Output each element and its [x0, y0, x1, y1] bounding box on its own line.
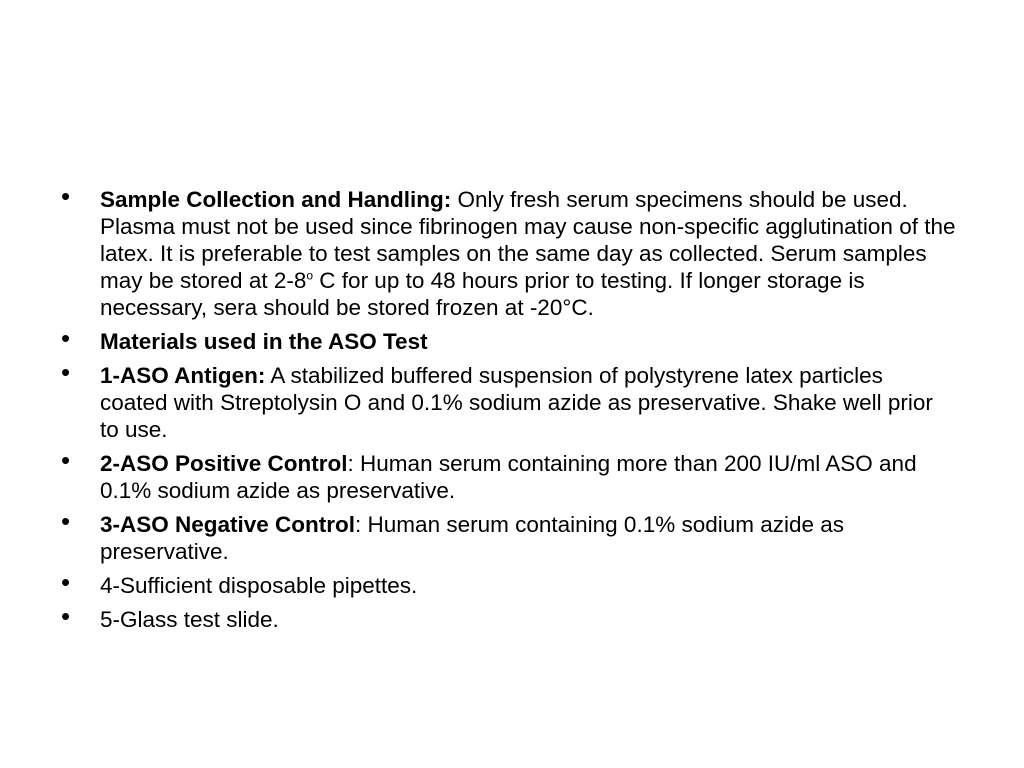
bullet-icon: •: [61, 181, 71, 211]
slide-body: [56, 181, 956, 640]
bullet-item-aso-antigen: [56, 357, 956, 443]
bullet-icon: •: [61, 445, 71, 475]
bullet-text: 4-Sufficient disposable pipettes.: [100, 573, 418, 598]
bullet-item-sample-collection: [56, 181, 956, 321]
bullet-text: 5-Glass test slide.: [100, 607, 279, 632]
bullet-text: Only fresh serum specimens should be used. Plasma must not be used since fibrinogen may cause non-specific agglutination of the latex. It is preferable to test samples on the same day as collected. Serum samples may be stored at 2-8: [100, 187, 956, 293]
bullet-list: [56, 181, 956, 633]
degree-superscript: o: [306, 268, 314, 283]
bullet-heading: 2-ASO Positive Control: [100, 451, 348, 476]
bullet-item-slide: [56, 601, 956, 633]
bullet-icon: •: [61, 323, 71, 353]
bullet-icon: •: [61, 506, 71, 536]
bullet-heading: Materials used in the ASO Test: [100, 329, 428, 354]
bullet-icon: •: [61, 567, 71, 597]
bullet-text-continued: C for up to 48 hours prior to testing. If longer storage is necessary, sera should be stored frozen at -20°C.: [100, 268, 865, 320]
bullet-item-pipettes: [56, 567, 956, 599]
bullet-icon: •: [61, 601, 71, 631]
bullet-heading: 3-ASO Negative Control: [100, 512, 356, 537]
bullet-text: : Human serum containing more than 200 IU/ml ASO and 0.1% sodium azide as preservative.: [100, 451, 917, 503]
bullet-item-materials: [56, 323, 956, 355]
bullet-item-negative-control: [56, 506, 956, 565]
bullet-heading: 1-ASO Antigen:: [100, 363, 266, 388]
bullet-item-positive-control: [56, 445, 956, 504]
bullet-text: : Human serum containing 0.1% sodium azide as preservative.: [100, 512, 845, 564]
bullet-heading: Sample Collection and Handling:: [100, 187, 452, 212]
bullet-icon: •: [61, 357, 71, 387]
bullet-text: A stabilized buffered suspension of polystyrene latex particles coated with Streptolysin O and 0.1% sodium azide as preservative. Shake well prior to use.: [100, 363, 933, 442]
